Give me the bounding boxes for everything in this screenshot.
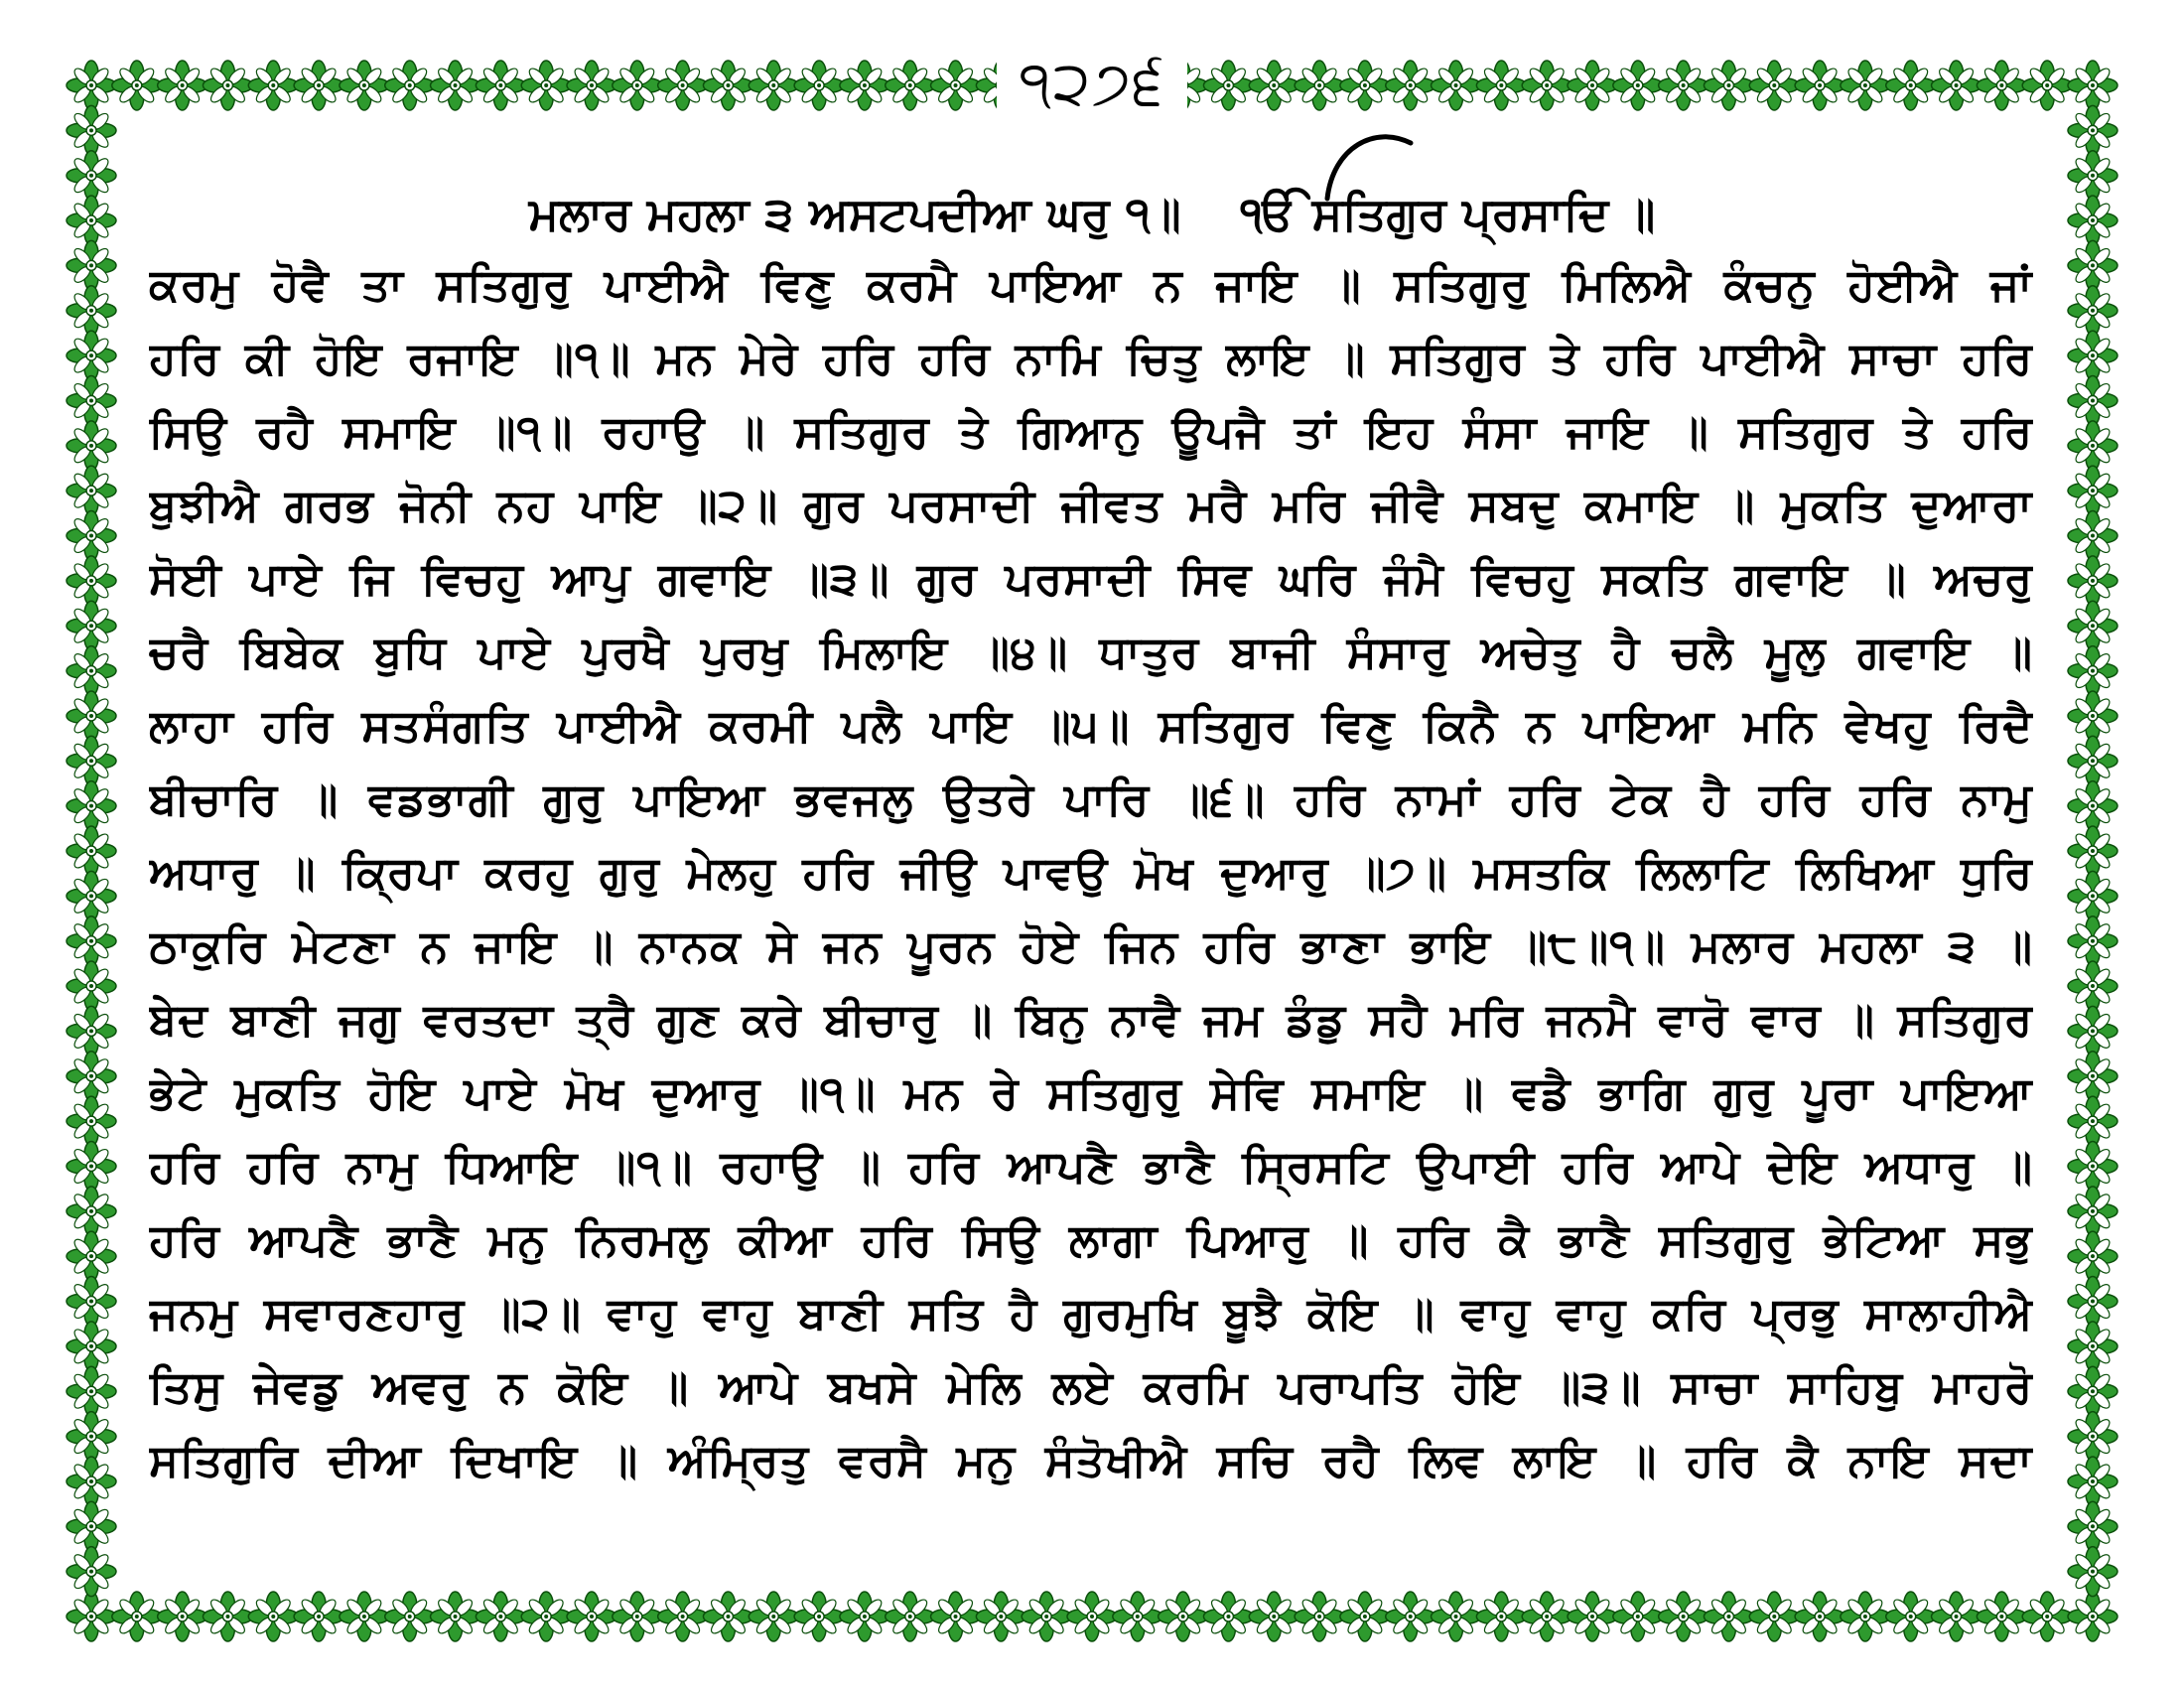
border-flower-icon: [1659, 1592, 1708, 1641]
border-flower-icon: [2068, 151, 2117, 201]
border-flower-icon: [67, 1096, 116, 1146]
text-line: ਹਰਿ ਕੀ ਹੋਇ ਰਜਾਇ ॥੧॥ ਮਨ ਮੇਰੇ ਹਰਿ ਹਰਿ ਨਾਮਿ ਚਿਤੁ ਲਾਇ ॥ ਸਤਿਗੁਰ ਤੇ ਹਰਿ ਪਾਈਐ ਸਾਚਾ ਹਰਿ: [149, 332, 2033, 384]
border-flower-icon: [385, 61, 435, 110]
border-flower-icon: [67, 1187, 116, 1236]
border-flower-icon: [1432, 61, 1481, 110]
border-flower-icon: [67, 61, 116, 110]
border-flower-icon: [886, 1592, 935, 1641]
border-flower-icon: [67, 826, 116, 876]
text-line: ਠਾਕੁਰਿ ਮੇਟਣਾ ਨ ਜਾਇ ॥ ਨਾਨਕ ਸੇ ਜਨ ਪੂਰਨ ਹੋਏ ਜਿਨ ਹਰਿ ਭਾਣਾ ਭਾਇ ॥੮॥੧॥ ਮਲਾਰ ਮਹਲਾ ੩ ॥: [149, 919, 2033, 972]
border-flower-icon: [1476, 1592, 1526, 1641]
border-flower-icon: [1613, 61, 1663, 110]
border-flower-icon: [840, 61, 889, 110]
text-line: ਜਨਮੁ ਸਵਾਰਣਹਾਰੁ ॥੨॥ ਵਾਹੁ ਵਾਹੁ ਬਾਣੀ ਸਤਿ ਹੈ ਗੁਰਮੁਖਿ ਬੂਝੈ ਕੋਇ ॥ ਵਾਹੁ ਵਾਹੁ ਕਰਿ ਪ੍ਰਭੁ ਸਾਲਾਹੀਐ: [149, 1287, 2033, 1339]
border-flower-icon: [67, 601, 116, 650]
text-line: ਸਿਉ ਰਹੈ ਸਮਾਇ ॥੧॥ ਰਹਾਉ ॥ ਸਤਿਗੁਰ ਤੇ ਗਿਆਨੁ ਊਪਜੈ ਤਾਂ ਇਹ ਸੰਸਾ ਜਾਇ ॥ ਸਤਿਗੁਰ ਤੇ ਹਰਿ: [149, 405, 2033, 458]
border-flower-icon: [2068, 1187, 2117, 1236]
border-flower-icon: [2068, 1457, 2117, 1506]
border-flower-icon: [1704, 1592, 1753, 1641]
border-flower-icon: [2068, 1412, 2117, 1462]
border-flower-icon: [1386, 1592, 1435, 1641]
border-flower-icon: [67, 286, 116, 336]
border-flower-icon: [67, 1412, 116, 1462]
border-flower-icon: [248, 1592, 298, 1641]
border-flower-icon: [1522, 61, 1571, 110]
border-flower-icon: [67, 1141, 116, 1191]
border-flower-icon: [67, 961, 116, 1011]
border-flower-icon: [2068, 61, 2117, 110]
border-flower-icon: [340, 1592, 389, 1641]
border-flower-icon: [2022, 1592, 2072, 1641]
border-flower-icon: [67, 691, 116, 741]
border-flower-icon: [1886, 1592, 1936, 1641]
border-flower-icon: [1249, 1592, 1298, 1641]
border-flower-icon: [1386, 61, 1435, 110]
gurbani-text-block: [149, 248, 2033, 1497]
text-line: ਚਰੈ ਬਿਬੇਕ ਬੁਧਿ ਪਾਏ ਪੁਰਖੈ ਪੁਰਖੁ ਮਿਲਾਇ ॥੪॥ ਧਾਤੁਰ ਬਾਜੀ ਸੰਸਾਰੁ ਅਚੇਤੁ ਹੈ ਚਲੈ ਮੂਲੁ ਗਵਾਇ ॥: [149, 626, 2033, 678]
border-flower-icon: [2068, 1592, 2117, 1641]
border-flower-icon: [886, 61, 935, 110]
border-flower-icon: [2068, 1547, 2117, 1597]
border-flower-icon: [67, 736, 116, 785]
border-flower-icon: [976, 1592, 1025, 1641]
border-flower-icon: [67, 240, 116, 290]
border-flower-icon: [67, 781, 116, 831]
text-line: ਭੇਟੇ ਮੁਕਤਿ ਹੋਇ ਪਾਏ ਮੋਖ ਦੁਆਰੁ ॥੧॥ ਮਨ ਰੇ ਸਤਿਗੁਰੁ ਸੇਵਿ ਸਮਾਇ ॥ ਵਡੈ ਭਾਗਿ ਗੁਰੁ ਪੂਰਾ ਪਾਇਆ: [149, 1066, 2033, 1119]
border-flower-icon: [1886, 61, 1936, 110]
border-flower-icon: [67, 1006, 116, 1055]
border-flower-icon: [1295, 1592, 1344, 1641]
border-flower-icon: [749, 1592, 798, 1641]
border-flower-icon: [2068, 916, 2117, 966]
border-flower-icon: [2068, 1096, 2117, 1146]
border-flower-icon: [658, 61, 708, 110]
text-line: ਸਤਿਗੁਰਿ ਦੀਆ ਦਿਖਾਇ ॥ ਅੰਮ੍ਰਿਤੁ ਵਰਸੈ ਮਨੁ ਸੰਤੋਖੀਐ ਸਚਿ ਰਹੈ ਲਿਵ ਲਾਇ ॥ ਹਰਿ ਕੈ ਨਾਇ ਸਦਾ: [149, 1434, 2033, 1486]
border-flower-icon: [749, 61, 798, 110]
border-flower-icon: [2068, 240, 2117, 290]
border-flower-icon: [340, 61, 389, 110]
border-flower-icon: [2068, 286, 2117, 336]
border-flower-icon: [2068, 1052, 2117, 1101]
border-flower-icon: [1522, 1592, 1571, 1641]
border-flower-icon: [1977, 1592, 2026, 1641]
border-flower-icon: [2068, 1141, 2117, 1191]
border-flower-icon: [67, 1547, 116, 1597]
border-flower-icon: [1613, 1592, 1663, 1641]
border-flower-icon: [1340, 61, 1390, 110]
border-flower-icon: [248, 61, 298, 110]
border-flower-icon: [2022, 61, 2072, 110]
text-line: ਤਿਸੁ ਜੇਵਡੁ ਅਵਰੁ ਨ ਕੋਇ ॥ ਆਪੇ ਬਖਸੇ ਮੇਲਿ ਲਏ ਕਰਮਿ ਪਰਾਪਤਿ ਹੋਇ ॥੩॥ ਸਾਚਾ ਸਾਹਿਬੁ ਮਾਹਰੋ: [149, 1360, 2033, 1413]
border-flower-icon: [1203, 1592, 1253, 1641]
heading-mool-mantar: ੴ ਸਤਿਗੁਰ ਪ੍ਰਸਾਦਿ ॥: [1240, 187, 1656, 240]
border-flower-icon: [294, 61, 343, 110]
border-flower-icon: [203, 1592, 252, 1641]
border-flower-icon: [203, 61, 252, 110]
border-flower-icon: [2068, 646, 2117, 696]
border-flower-icon: [703, 1592, 752, 1641]
border-flower-icon: [158, 61, 207, 110]
border-flower-icon: [658, 1592, 708, 1641]
border-flower-icon: [794, 1592, 844, 1641]
border-flower-icon: [431, 1592, 480, 1641]
heading-raag-title: ਮਲਾਰ ਮਹਲਾ ੩ ਅਸਟਪਦੀਆ ਘਰੁ ੧॥: [528, 187, 1181, 240]
border-flower-icon: [703, 61, 752, 110]
border-flower-icon: [1203, 61, 1253, 110]
border-flower-icon: [1476, 61, 1526, 110]
border-flower-icon: [2068, 556, 2117, 606]
border-flower-icon: [1704, 61, 1753, 110]
border-flower-icon: [2068, 691, 2117, 741]
border-flower-icon: [67, 1501, 116, 1551]
border-flower-icon: [431, 61, 480, 110]
border-flower-icon: [1795, 61, 1844, 110]
border-flower-icon: [1841, 61, 1890, 110]
border-flower-icon: [1113, 1592, 1162, 1641]
border-flower-icon: [1977, 61, 2026, 110]
border-flower-icon: [1340, 1592, 1390, 1641]
border-flower-icon: [67, 871, 116, 920]
text-line: ਬੇਦ ਬਾਣੀ ਜਗੁ ਵਰਤਦਾ ਤ੍ਰੈ ਗੁਣ ਕਰੇ ਬੀਚਾਰੁ ॥ ਬਿਨੁ ਨਾਵੈ ਜਮ ਡੰਡੁ ਸਹੈ ਮਰਿ ਜਨਮੈ ਵਾਰੋ ਵਾਰ ॥ ਸਤਿਗੁਰ: [149, 993, 2033, 1046]
border-flower-icon: [2068, 1277, 2117, 1327]
text-line: ਹਰਿ ਆਪਣੈ ਭਾਣੈ ਮਨੁ ਨਿਰਮਲੁ ਕੀਆ ਹਰਿ ਸਿਉ ਲਾਗਾ ਪਿਆਰੁ ॥ ਹਰਿ ਕੈ ਭਾਣੈ ਸਤਿਗੁਰੁ ਭੇਟਿਆ ਸਭੁ: [149, 1213, 2033, 1266]
border-flower-icon: [1249, 61, 1298, 110]
border-flower-icon: [1749, 61, 1799, 110]
border-flower-icon: [67, 1322, 116, 1371]
border-flower-icon: [2068, 1366, 2117, 1416]
border-flower-icon: [2068, 375, 2117, 425]
border-flower-icon: [1159, 1592, 1208, 1641]
border-flower-icon: [1932, 1592, 1981, 1641]
border-flower-icon: [67, 105, 116, 155]
border-flower-icon: [931, 1592, 981, 1641]
border-flower-icon: [2068, 511, 2117, 561]
border-flower-icon: [1749, 1592, 1799, 1641]
border-flower-icon: [2068, 421, 2117, 471]
border-flower-icon: [67, 916, 116, 966]
border-flower-icon: [521, 61, 571, 110]
border-flower-icon: [67, 511, 116, 561]
border-flower-icon: [2068, 826, 2117, 876]
border-flower-icon: [1432, 1592, 1481, 1641]
border-flower-icon: [2068, 736, 2117, 785]
text-line: ਲਾਹਾ ਹਰਿ ਸਤਸੰਗਤਿ ਪਾਈਐ ਕਰਮੀ ਪਲੈ ਪਾਇ ॥੫॥ ਸਤਿਗੁਰ ਵਿਣੁ ਕਿਨੈ ਨ ਪਾਇਆ ਮਨਿ ਵੇਖਹੁ ਰਿਦੈ: [149, 699, 2033, 752]
border-flower-icon: [67, 196, 116, 245]
border-flower-icon: [2068, 871, 2117, 920]
border-flower-icon: [112, 1592, 162, 1641]
border-flower-icon: [67, 466, 116, 515]
border-flower-icon: [67, 1366, 116, 1416]
border-flower-icon: [158, 1592, 207, 1641]
border-flower-icon: [1932, 61, 1981, 110]
border-flower-icon: [1659, 61, 1708, 110]
border-flower-icon: [2068, 466, 2117, 515]
border-flower-icon: [1795, 1592, 1844, 1641]
border-flower-icon: [1841, 1592, 1890, 1641]
border-flower-icon: [2068, 331, 2117, 380]
border-flower-icon: [2068, 781, 2117, 831]
border-flower-icon: [2068, 961, 2117, 1011]
border-flower-icon: [1067, 1592, 1117, 1641]
border-flower-icon: [613, 1592, 662, 1641]
border-flower-icon: [1568, 1592, 1617, 1641]
border-flower-icon: [1022, 1592, 1071, 1641]
page-number: ੧੨੭੬: [997, 46, 1187, 121]
border-flower-icon: [840, 1592, 889, 1641]
border-flower-icon: [385, 1592, 435, 1641]
border-flower-icon: [2068, 1231, 2117, 1281]
border-flower-icon: [1568, 61, 1617, 110]
border-flower-icon: [794, 61, 844, 110]
text-line: ਅਧਾਰੁ ॥ ਕ੍ਰਿਪਾ ਕਰਹੁ ਗੁਰੁ ਮੇਲਹੁ ਹਰਿ ਜੀਉ ਪਾਵਉ ਮੋਖ ਦੁਆਰੁ ॥੭॥ ਮਸਤਕਿ ਲਿਲਾਟਿ ਲਿਖਿਆ ਧੁਰਿ: [149, 846, 2033, 899]
border-flower-icon: [931, 61, 981, 110]
text-line: ਹਰਿ ਹਰਿ ਨਾਮੁ ਧਿਆਇ ॥੧॥ ਰਹਾਉ ॥ ਹਰਿ ਆਪਣੈ ਭਾਣੈ ਸ੍ਰਿਸਟਿ ਉਪਾਈ ਹਰਿ ਆਪੇ ਦੇਇ ਅਧਾਰੁ ॥: [149, 1140, 2033, 1193]
border-flower-icon: [67, 151, 116, 201]
border-flower-icon: [521, 1592, 571, 1641]
border-flower-icon: [67, 1457, 116, 1506]
border-flower-icon: [67, 1277, 116, 1327]
text-line: ਕਰਮੁ ਹੋਵੈ ਤਾ ਸਤਿਗੁਰੁ ਪਾਈਐ ਵਿਣੁ ਕਰਮੈ ਪਾਇਆ ਨ ਜਾਇ ॥ ਸਤਿਗੁਰੁ ਮਿਲਿਐ ਕੰਚਨੁ ਹੋਈਐ ਜਾਂ: [149, 258, 2033, 311]
text-line: ਬੀਚਾਰਿ ॥ ਵਡਭਾਗੀ ਗੁਰੁ ਪਾਇਆ ਭਵਜਲੁ ਉਤਰੇ ਪਾਰਿ ॥੬॥ ਹਰਿ ਨਾਮਾਂ ਹਰਿ ਟੇਕ ਹੈ ਹਰਿ ਹਰਿ ਨਾਮੁ: [149, 773, 2033, 825]
text-line: ਬੁਝੀਐ ਗਰਭ ਜੋਨੀ ਨਹ ਪਾਇ ॥੨॥ ਗੁਰ ਪਰਸਾਦੀ ਜੀਵਤ ਮਰੈ ਮਰਿ ਜੀਵੈ ਸਬਦੁ ਕਮਾਇ ॥ ਮੁਕਤਿ ਦੁਆਰਾ: [149, 479, 2033, 531]
border-flower-icon: [67, 1592, 116, 1641]
border-flower-icon: [67, 331, 116, 380]
border-flower-icon: [67, 646, 116, 696]
border-flower-icon: [67, 375, 116, 425]
border-flower-icon: [567, 1592, 616, 1641]
border-flower-icon: [613, 61, 662, 110]
border-flower-icon: [67, 1052, 116, 1101]
border-flower-icon: [2068, 1322, 2117, 1371]
border-flower-icon: [2068, 1501, 2117, 1551]
border-flower-icon: [567, 61, 616, 110]
border-flower-icon: [2068, 601, 2117, 650]
border-flower-icon: [476, 1592, 525, 1641]
border-flower-icon: [2068, 196, 2117, 245]
border-flower-icon: [1295, 61, 1344, 110]
border-flower-icon: [112, 61, 162, 110]
border-flower-icon: [67, 1231, 116, 1281]
border-flower-icon: [294, 1592, 343, 1641]
border-flower-icon: [67, 556, 116, 606]
border-flower-icon: [476, 61, 525, 110]
shabad-heading: [149, 179, 2035, 248]
border-flower-icon: [2068, 105, 2117, 155]
border-flower-icon: [67, 421, 116, 471]
text-line: ਸੋਈ ਪਾਏ ਜਿ ਵਿਚਹੁ ਆਪੁ ਗਵਾਇ ॥੩॥ ਗੁਰ ਪਰਸਾਦੀ ਸਿਵ ਘਰਿ ਜੰਮੈ ਵਿਚਹੁ ਸਕਤਿ ਗਵਾਇ ॥ ਅਚਰੁ: [149, 552, 2033, 605]
border-flower-icon: [2068, 1006, 2117, 1055]
